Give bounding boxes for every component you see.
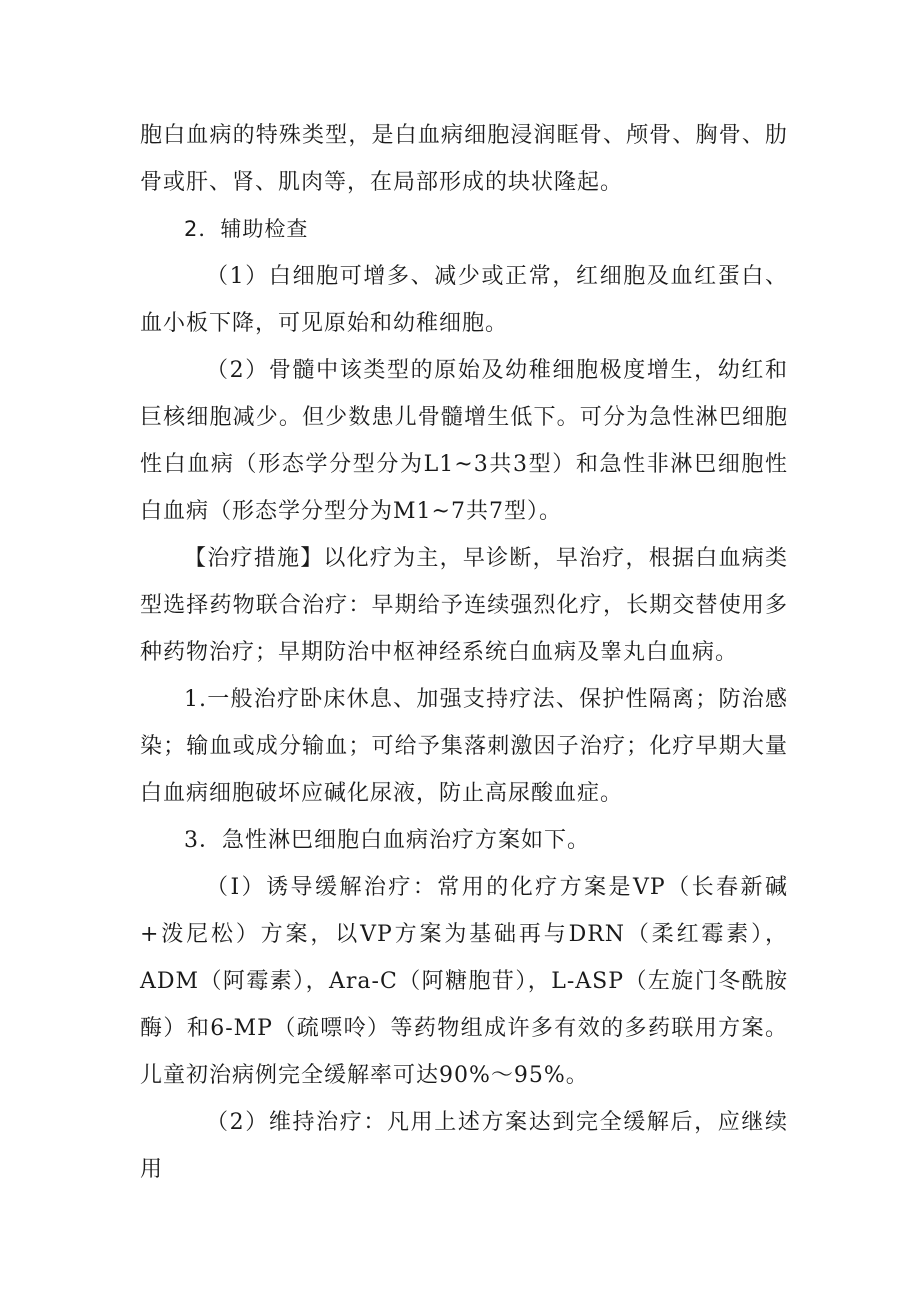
paragraph-exam-item-2: （2）骨髓中该类型的原始及幼稚细胞极度增生，幼红和巨核细胞减少。但少数患儿骨髓增生低下。可分为急性淋巴细胞性白血病（形态学分型分为L1~3共3型）和急性非淋巴细胞性白血病（形态学分型分为M1~7共7型）。	[140, 358, 788, 524]
paragraph-induction-therapy: （I）诱导缓解治疗：常用的化疗方案是VP（长春新碱+泼尼松）方案，以VP方案为基础再与DRN（柔红霉素），ADM（阿霉素），Ara-C（阿糖胞苷），L-ASP（左旋门冬酰胺酶）和6-MP（疏嘌呤）等药物组成许多有效的多药联用方案。儿童初治病例完全缓解率可达90%～95%。	[140, 875, 788, 1088]
paragraph-maintenance-therapy: （2）维持治疗：凡用上述方案达到完全缓解后，应继续用	[140, 1110, 788, 1182]
section-heading-auxiliary-exam: 2．辅助检查	[184, 217, 309, 241]
paragraph-treatment-measures: 【治疗措施】以化疗为主，早诊断，早治疗，根据白血病类型选择药物联合治疗：早期给予连续强烈化疗，长期交替使用多种药物治疗；早期防治中枢神经系统白血病及睾丸白血病。	[140, 546, 788, 665]
paragraph-exam-item-1: （1）白细胞可增多、减少或正常，红细胞及血红蛋白、血小板下降，可见原始和幼稚细胞。	[140, 264, 788, 336]
paragraph-continuation: 胞白血病的特殊类型，是白血病细胞浸润眶骨、颅骨、胸骨、肋骨或肝、肾、肌肉等，在局部形成的块状隆起。	[140, 123, 788, 195]
paragraph-general-treatment: 1.一般治疗卧床休息、加强支持疗法、保护性隔离；防治感染；输血或成分输血；可给予集落刺激因子治疗；化疗早期大量白血病细胞破坏应碱化尿液，防止高尿酸血症。	[140, 687, 788, 806]
section-heading-all-treatment-plan: 3．急性淋巴细胞白血病治疗方案如下。	[184, 828, 590, 853]
document-body	[140, 112, 788, 1193]
